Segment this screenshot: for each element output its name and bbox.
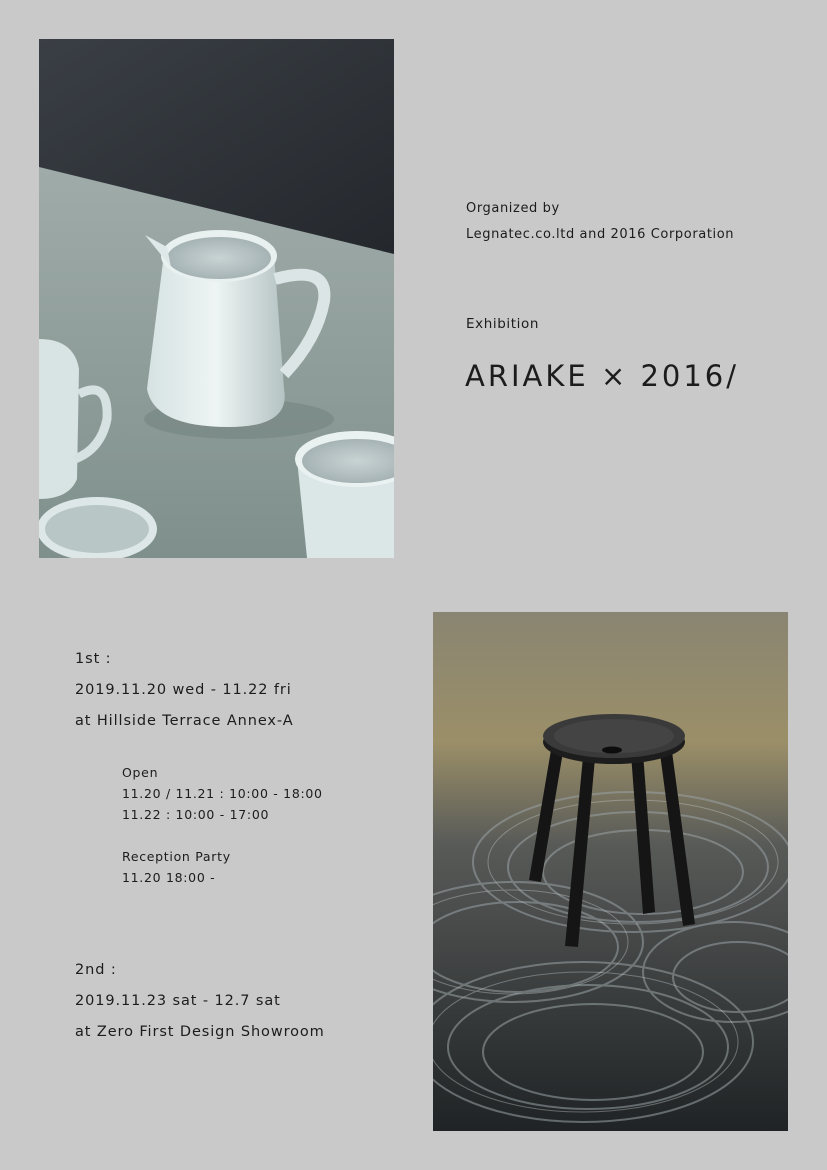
session-second: [75, 955, 325, 1048]
organizer-names: Legnatec.co.ltd and 2016 Corporation: [466, 227, 735, 242]
open-hours-line: 11.20 / 11.21 : 10:00 - 18:00: [122, 786, 323, 801]
organizer-label: Organized by: [466, 201, 560, 216]
organizer-block: [466, 196, 734, 248]
reception-party-time: 11.20 18:00 -: [122, 870, 216, 885]
session-dates: 2019.11.20 wed - 11.22 fri: [75, 682, 292, 698]
pottery-photo: [39, 39, 394, 558]
open-hours-line: 11.22 : 10:00 - 17:00: [122, 807, 270, 822]
session-first: [75, 644, 294, 737]
exhibition-title: ARIAKE × 2016/: [465, 359, 740, 393]
open-label: Open: [122, 765, 159, 780]
session-label: 1st :: [75, 651, 112, 667]
opening-hours: [122, 762, 323, 888]
session-venue: at Hillside Terrace Annex-A: [75, 713, 294, 729]
stool-photo: [433, 612, 788, 1131]
reception-party-label: Reception Party: [122, 849, 231, 864]
exhibition-label: Exhibition: [466, 316, 540, 332]
session-venue: at Zero First Design Showroom: [75, 1024, 325, 1040]
session-label: 2nd :: [75, 962, 117, 978]
session-dates: 2019.11.23 sat - 12.7 sat: [75, 993, 281, 1009]
